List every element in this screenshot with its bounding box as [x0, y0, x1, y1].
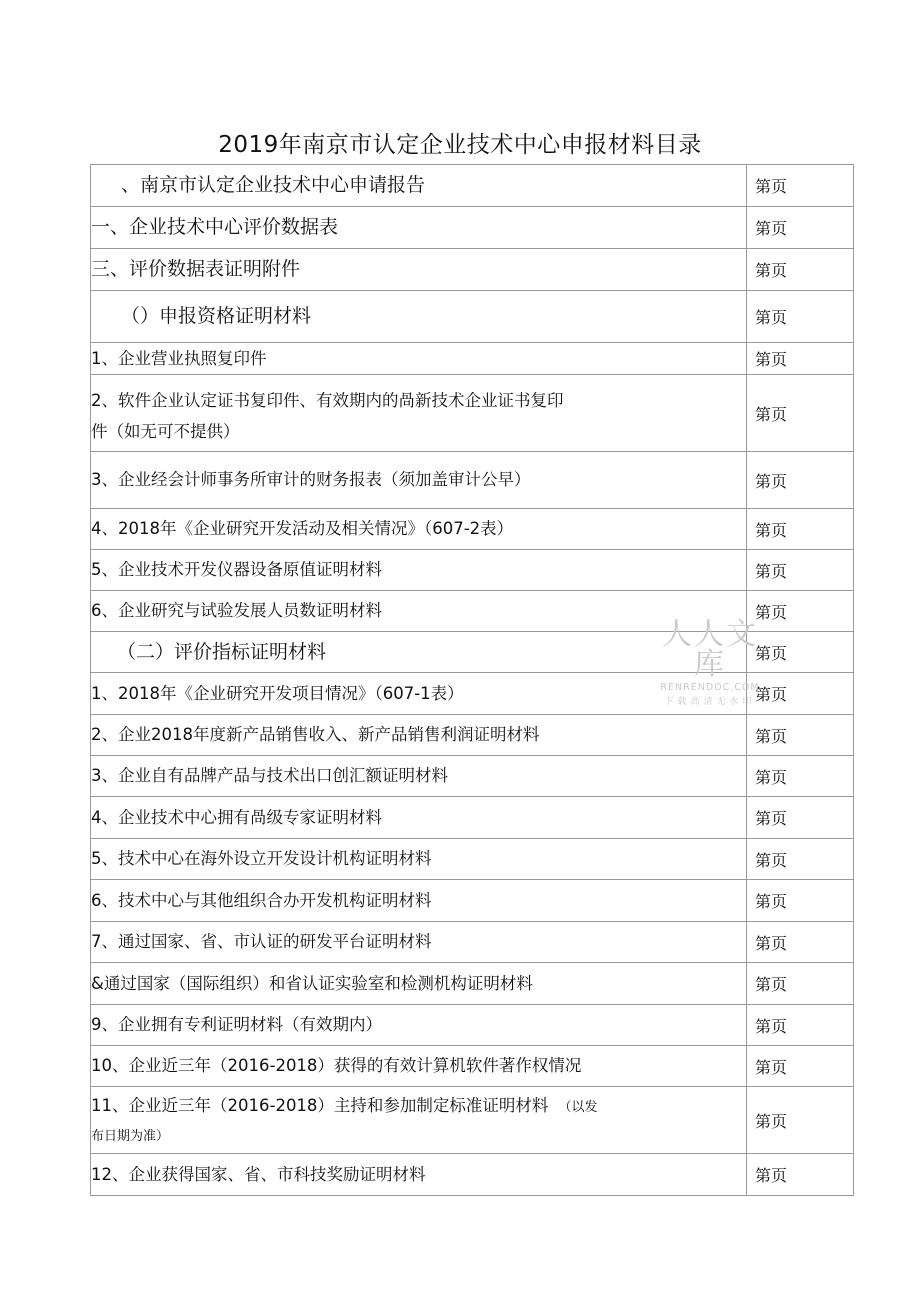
toc-item — [91, 375, 747, 452]
toc-item — [91, 509, 747, 550]
toc-item-text-line — [91, 1096, 746, 1116]
toc-row — [91, 452, 854, 509]
toc-item-text: 1、企业营业执照复印件 — [91, 348, 267, 368]
toc-item — [91, 880, 747, 922]
toc-item — [91, 756, 747, 797]
toc-item — [91, 207, 747, 249]
watermark-caption: 下载高清无水印 — [664, 697, 756, 707]
toc-item-text: （二）评价指标证明材料 — [117, 640, 327, 663]
toc-row — [91, 756, 854, 797]
toc-item — [91, 797, 747, 839]
toc-page: 第页 — [747, 550, 854, 591]
toc-item-text: 9、企业拥有专利证明材料（有效期内） — [91, 1015, 382, 1035]
toc-item — [91, 343, 747, 375]
toc-page: 第页 — [747, 343, 854, 375]
toc-page: 第页 — [747, 715, 854, 756]
toc-page: 第页 — [747, 1046, 854, 1087]
toc-item-text: 4、2018年《企业研究开发活动及相关情况》（607-2表） — [91, 519, 514, 539]
toc-row — [91, 1154, 854, 1196]
toc-row — [91, 207, 854, 249]
toc-item-text: 2、软件企业认定证书复印件、有效期内的咼新技术企业证书复印 — [91, 391, 564, 411]
toc-page: 第页 — [747, 375, 854, 452]
toc-page: 第页 — [747, 165, 854, 207]
toc-item-text: &通过国家（国际组织）和省认证实验室和检测机构证明材料 — [91, 973, 533, 993]
toc-item — [91, 1046, 747, 1087]
toc-page: 第页 — [747, 1154, 854, 1196]
toc-row — [91, 797, 854, 839]
toc-item-text: 1、2018年《企业研究开发项目情况》（607-1表） — [91, 683, 464, 703]
toc-row — [91, 1005, 854, 1046]
toc-item-text: 3、企业经会计师事务所审计的财务报表（须加盖审计公早） — [91, 470, 531, 490]
toc-item — [91, 963, 747, 1005]
toc-item-text: 3、企业自有品牌产品与技术出口创汇额证明材料 — [91, 766, 448, 786]
toc-row — [91, 1046, 854, 1087]
toc-item — [91, 715, 747, 756]
toc-item — [91, 839, 747, 880]
toc-page: 第页 — [747, 839, 854, 880]
toc-row — [91, 343, 854, 375]
toc-item — [91, 1087, 747, 1154]
toc-row — [91, 880, 854, 922]
toc-item-text: 5、企业技术开发仪器设备原值证明材料 — [91, 560, 382, 580]
toc-item-text: 10、企业近三年（2016-2018）获得的有效计算机软件著作权情况 — [91, 1056, 582, 1076]
toc-item-text: 一、企业技术中心评价数据表 — [91, 216, 339, 239]
toc-item-text: 三、评价数据表证明附件 — [91, 258, 301, 281]
toc-page: 第页 — [747, 452, 854, 509]
toc-item-text: 6、企业研究与试验发展人员数证明材料 — [91, 601, 382, 621]
toc-page: 第页 — [747, 963, 854, 1005]
toc-item — [91, 1005, 747, 1046]
toc-page: 第页 — [747, 591, 854, 632]
watermark-url: RENRENDOC.COM — [660, 682, 760, 693]
toc-page: 第页 — [747, 509, 854, 550]
toc-page: 第页 — [747, 207, 854, 249]
toc-item — [91, 249, 747, 291]
toc-page: 第页 — [747, 797, 854, 839]
toc-item — [91, 550, 747, 591]
document-title: 2019年南京市认定企业技术中心申报材料目录 — [218, 132, 702, 158]
toc-item-continuation: 布日期为准） — [91, 1129, 170, 1145]
toc-page: 第页 — [747, 756, 854, 797]
toc-item-text: 6、技术中心与其他组织合办开发机构证明材料 — [91, 890, 432, 910]
toc-page: 第页 — [747, 632, 854, 673]
toc-item — [91, 1154, 747, 1196]
toc-item-continuation: 件（如无可不提供） — [91, 421, 240, 441]
toc-item-text: 12、企业获得国家、省、市科技奖励证明材料 — [91, 1164, 426, 1184]
toc-item-text: 2、企业2018年度新产品销售收入、新产品销售利润证明材料 — [91, 725, 540, 745]
toc-row — [91, 509, 854, 550]
toc-item-suffix: （以发 — [558, 1099, 598, 1115]
toc-page: 第页 — [747, 291, 854, 343]
toc-row — [91, 839, 854, 880]
toc-row — [91, 249, 854, 291]
toc-row — [91, 963, 854, 1005]
toc-item — [91, 165, 747, 207]
toc-page: 第页 — [747, 1087, 854, 1154]
toc-item-text: 7、通过国家、省、市认证的研发平台证明材料 — [91, 932, 432, 952]
toc-row — [91, 375, 854, 452]
toc-row — [91, 715, 854, 756]
watermark-logo-text: 人人文库 — [662, 617, 758, 682]
toc-page: 第页 — [747, 922, 854, 963]
toc-row — [91, 1087, 854, 1154]
toc-item — [91, 452, 747, 509]
toc-item-text: （）申报资格证明材料 — [121, 305, 312, 328]
toc-item — [91, 291, 747, 343]
toc-item — [91, 922, 747, 963]
toc-row — [91, 291, 854, 343]
toc-row — [91, 922, 854, 963]
toc-item-text: 、南京市认定企业技术中心申请报告 — [121, 174, 426, 197]
toc-page: 第页 — [747, 1005, 854, 1046]
toc-item-text: 5、技术中心在海外设立开发设计机构证明材料 — [91, 849, 432, 869]
toc-page: 第页 — [747, 249, 854, 291]
watermark — [648, 617, 772, 707]
toc-page: 第页 — [747, 880, 854, 922]
toc-row — [91, 550, 854, 591]
toc-page: 第页 — [747, 673, 854, 715]
toc-item-text: 4、企业技术中心拥有咼级专家证明材料 — [91, 807, 382, 827]
toc-row — [91, 165, 854, 207]
toc-item-text: 11、企业近三年（2016-2018）主持和参加制定标准证明材料 — [91, 1095, 549, 1115]
